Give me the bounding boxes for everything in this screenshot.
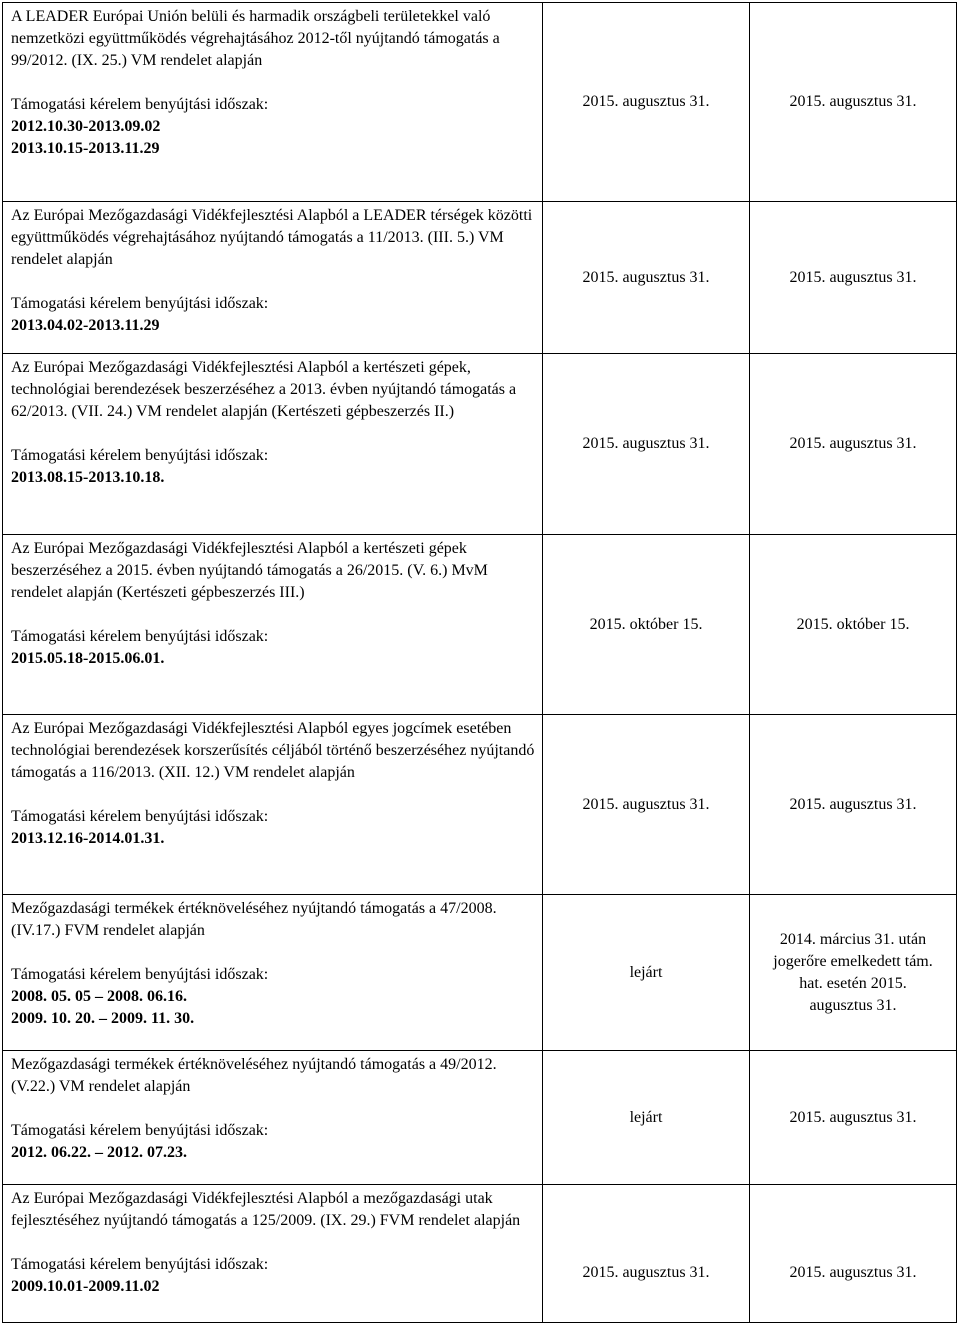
period-label: Támogatási kérelem benyújtási időszak: [11, 447, 269, 464]
table-row [3, 1051, 957, 1185]
support-schemes-table [2, 2, 957, 1323]
deadline-1 [543, 895, 750, 1051]
scheme-title: Az Európai Mezőgazdasági Vidékfejlesztési Alapból a mezőgazdasági utak fejlesztéséhez nyújtandó támogatás a 125/2009. (IX. 29.) FVM rendelet alapján [11, 1190, 521, 1229]
period-label: Támogatási kérelem benyújtási időszak: [11, 628, 269, 645]
table-row [3, 715, 957, 895]
scheme-description [3, 3, 543, 202]
deadline-1 [543, 1051, 750, 1185]
period-value: 2013.12.16-2014.01.31. [11, 830, 165, 847]
period-value: 2013.04.02-2013.11.29 [11, 317, 160, 334]
deadline-1 [543, 1185, 750, 1323]
period-value: 2013.10.15-2013.11.29 [11, 140, 160, 157]
deadline-text: 2015. augusztus 31. [789, 268, 917, 286]
deadline-2 [750, 1051, 957, 1185]
table-row [3, 1185, 957, 1323]
scheme-description [3, 895, 543, 1051]
table-row [3, 535, 957, 715]
scheme-title: Mezőgazdasági termékek értéknöveléséhez nyújtandó támogatás a 49/2012. (V.22.) VM rendelet alapján [11, 1056, 497, 1095]
deadline-2 [750, 354, 957, 535]
deadline-text: 2015. augusztus 31. [582, 268, 710, 286]
deadline-1 [543, 3, 750, 202]
period-label: Támogatási kérelem benyújtási időszak: [11, 808, 269, 825]
deadline-text: lejárt [629, 963, 663, 981]
deadline-2 [750, 715, 957, 895]
deadline-text: 2015. augusztus 31. [789, 93, 917, 110]
deadline-2 [750, 202, 957, 354]
scheme-description [3, 354, 543, 535]
period-value: 2013.08.15-2013.10.18. [11, 469, 165, 486]
period-value: 2009. 10. 20. – 2009. 11. 30. [11, 1010, 195, 1027]
deadline-text: 2015. augusztus 31. [789, 795, 917, 813]
scheme-description [3, 202, 543, 354]
deadline-text: lejárt [629, 1108, 663, 1126]
deadline-1 [543, 535, 750, 715]
period-value: 2012. 06.22. – 2012. 07.23. [11, 1144, 187, 1161]
deadline-2 [750, 1185, 957, 1323]
table-row [3, 354, 957, 535]
deadline-text: 2015. október 15. [589, 615, 703, 633]
deadline-text: 2015. augusztus 31. [582, 435, 710, 452]
scheme-title: Mezőgazdasági termékek értéknöveléséhez nyújtandó támogatás a 47/2008. (IV.17.) FVM rendelet alapján [11, 900, 497, 939]
scheme-title: A LEADER Európai Unión belüli és harmadik országbeli területekkel való nemzetközi együttműködés végrehajtásához 2012-től nyújtandó támogatás a 99/2012. (IX. 25.) VM rendelet alapján [11, 8, 500, 69]
deadline-text: 2015. augusztus 31. [582, 795, 710, 813]
deadline-text: 2015. október 15. [796, 615, 910, 633]
deadline-2 [750, 535, 957, 715]
deadline-2 [750, 3, 957, 202]
period-label: Támogatási kérelem benyújtási időszak: [11, 1256, 269, 1273]
period-value: 2012.10.30-2013.09.02 [11, 118, 161, 135]
deadline-text: 2015. augusztus 31. [582, 1264, 710, 1281]
deadline-text: 2015. augusztus 31. [789, 435, 917, 452]
period-label: Támogatási kérelem benyújtási időszak: [11, 295, 269, 312]
period-label: Támogatási kérelem benyújtási időszak: [11, 1122, 269, 1139]
deadline-text: 2015. augusztus 31. [789, 1108, 917, 1126]
period-value: 2015.05.18-2015.06.01. [11, 650, 165, 667]
deadline-1 [543, 715, 750, 895]
deadline-1 [543, 202, 750, 354]
deadline-2 [750, 895, 957, 1051]
period-label: Támogatási kérelem benyújtási időszak: [11, 96, 269, 113]
period-value: 2009.10.01-2009.11.02 [11, 1278, 160, 1295]
scheme-title: Az Európai Mezőgazdasági Vidékfejlesztési Alapból a LEADER térségek közötti együttműködés végrehajtásához nyújtandó támogatás a 11/2013. (III. 5.) VM rendelet alapján [11, 207, 533, 268]
scheme-title: Az Európai Mezőgazdasági Vidékfejlesztési Alapból a kertészeti gépek beszerzéséhez a 2015. évben nyújtandó támogatás a 26/2015. (V. 6.) MvM rendelet alapján (Kertészeti gépbeszerzés III.) [11, 540, 488, 601]
scheme-title: Az Európai Mezőgazdasági Vidékfejlesztési Alapból egyes jogcímek esetében technológiai berendezések korszerűsítés céljából történő beszerzéséhez nyújtandó támogatás a 116/2013. (XII. 12.) VM rendelet alapján [11, 720, 535, 781]
scheme-description [3, 535, 543, 715]
period-label: Támogatási kérelem benyújtási időszak: [11, 966, 269, 983]
table-row [3, 895, 957, 1051]
scheme-description [3, 715, 543, 895]
scheme-description [3, 1051, 543, 1185]
table-row [3, 202, 957, 354]
scheme-description [3, 1185, 543, 1323]
deadline-text: 2015. augusztus 31. [582, 93, 710, 110]
scheme-title: Az Európai Mezőgazdasági Vidékfejlesztési Alapból a kertészeti gépek, technológiai berendezések beszerzéséhez a 2013. évben nyújtandó támogatás a 62/2013. (VII. 24.) VM rendelet alapján (Kertészeti gépbeszerzés II.) [11, 359, 517, 420]
deadline-text: 2015. augusztus 31. [789, 1264, 917, 1281]
deadline-1 [543, 354, 750, 535]
period-value: 2008. 05. 05 – 2008. 06.16. [11, 988, 187, 1005]
deadline-text: 2014. március 31. után jogerőre emelkedett tám. hat. esetén 2015. augusztus 31. [773, 930, 933, 1014]
table-row [3, 3, 957, 202]
